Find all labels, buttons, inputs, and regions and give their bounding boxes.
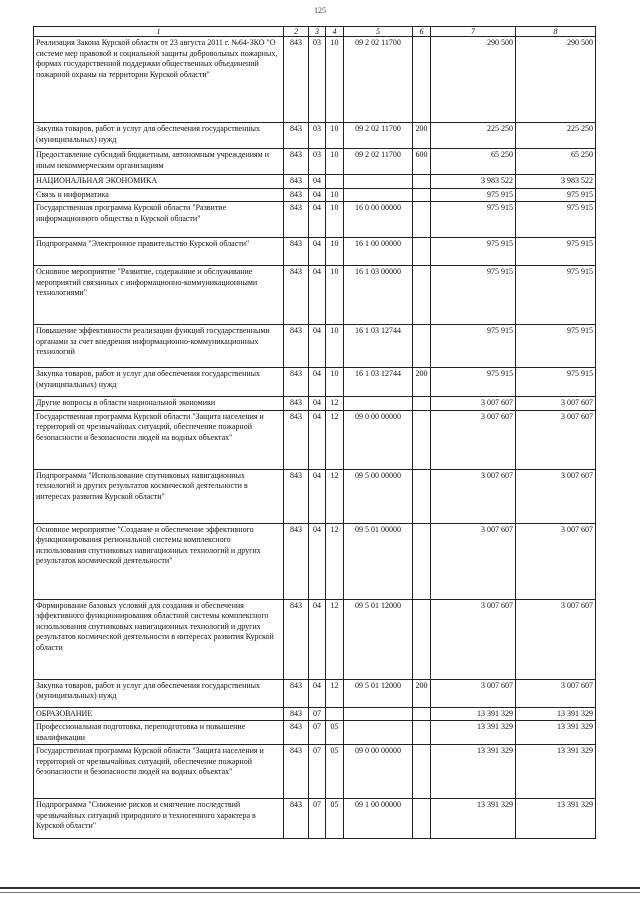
row-subsection-code: 10 [326, 37, 344, 123]
row-subsection-code: 05 [326, 745, 344, 799]
row-target-article: 16 1 03 12744 [344, 368, 413, 397]
row-subsection-code [326, 707, 344, 721]
budget-table [33, 26, 596, 839]
row-subsection-code: 10 [326, 202, 344, 238]
row-section-code: 04 [309, 175, 326, 189]
row-ministry-code: 843 [284, 238, 309, 266]
row-sum-year-2: 975 915 [516, 325, 596, 368]
header-col-5: 5 [344, 27, 413, 37]
header-col-1: 1 [34, 27, 284, 37]
row-target-article: 09 5 01 00000 [344, 523, 413, 599]
table-row [34, 799, 596, 839]
row-name: Реализация Закона Курской области от 23 августа 2011 г. №64-ЗКО "О системе мер правовой и социальной защиты добровольных пожарных, формах государственной поддержки общественных объединений пожарной охраны на территории Курской области" [34, 37, 284, 123]
row-sum-year-1: 13 391 329 [431, 745, 516, 799]
header-col-6: 6 [413, 27, 431, 37]
row-section-code: 04 [309, 238, 326, 266]
row-name: НАЦИОНАЛЬНАЯ ЭКОНОМИКА [34, 175, 284, 189]
row-target-article: 09 2 02 11700 [344, 123, 413, 149]
row-section-code: 04 [309, 469, 326, 523]
row-subsection-code: 10 [326, 368, 344, 397]
row-target-article: 09 5 00 00000 [344, 469, 413, 523]
row-expense-type [413, 175, 431, 189]
table-body [34, 27, 596, 839]
row-ministry-code: 843 [284, 799, 309, 839]
row-section-code: 03 [309, 149, 326, 175]
row-name: Государственная программа Курской области "Защита населения и территорий от чрезвычайных ситуаций, обеспечение пожарной безопасности и безопасности людей на водных объектах" [34, 745, 284, 799]
table-row [34, 188, 596, 202]
row-target-article: 09 2 02 11700 [344, 149, 413, 175]
row-name: Государственная программа Курской области "Защита населения и территорий от чрезвычайных ситуаций, обеспечение пожарной безопасности и безопасности людей на водных объектах" [34, 410, 284, 469]
row-expense-type [413, 188, 431, 202]
row-section-code: 04 [309, 410, 326, 469]
row-section-code: 07 [309, 799, 326, 839]
row-sum-year-2: 975 915 [516, 238, 596, 266]
row-section-code: 04 [309, 368, 326, 397]
row-ministry-code: 843 [284, 599, 309, 679]
page-number: 125 [314, 6, 326, 15]
row-section-code: 04 [309, 325, 326, 368]
row-expense-type [413, 238, 431, 266]
row-section-code: 04 [309, 599, 326, 679]
row-sum-year-1: 13 391 329 [431, 799, 516, 839]
row-section-code: 04 [309, 397, 326, 411]
row-subsection-code: 10 [326, 149, 344, 175]
row-expense-type [413, 397, 431, 411]
row-target-article [344, 175, 413, 189]
table-row [34, 469, 596, 523]
row-expense-type [413, 37, 431, 123]
table-row [34, 745, 596, 799]
row-name: Связь и информатика [34, 188, 284, 202]
row-expense-type [413, 266, 431, 325]
row-target-article: 16 1 00 00000 [344, 238, 413, 266]
row-subsection-code: 12 [326, 397, 344, 411]
row-sum-year-2: 975 915 [516, 368, 596, 397]
row-expense-type: 200 [413, 368, 431, 397]
row-sum-year-1: 975 915 [431, 325, 516, 368]
header-col-8: 8 [516, 27, 596, 37]
row-sum-year-1: 975 915 [431, 188, 516, 202]
table-row [34, 266, 596, 325]
row-name: Подпрограмма "Электронное правительство Курской области" [34, 238, 284, 266]
row-subsection-code [326, 175, 344, 189]
row-name: Закупка товаров, работ и услуг для обеспечения государственных (муниципальных) нужд [34, 368, 284, 397]
row-subsection-code: 12 [326, 599, 344, 679]
row-ministry-code: 843 [284, 368, 309, 397]
row-name: Государственная программа Курской области "Развитие информационного общества в Курской области" [34, 202, 284, 238]
row-ministry-code: 843 [284, 188, 309, 202]
row-name: Подпрограмма "Снижение рисков и смягчение последствий чрезвычайных ситуаций природного и техногенного характера в Курской области" [34, 799, 284, 839]
row-sum-year-1: 975 915 [431, 238, 516, 266]
row-section-code: 03 [309, 37, 326, 123]
row-sum-year-1: 3 007 607 [431, 523, 516, 599]
table-row [34, 175, 596, 189]
row-name: Другие вопросы в области национальной экономики [34, 397, 284, 411]
row-target-article: 09 0 00 00000 [344, 410, 413, 469]
bottom-edge-line [0, 887, 640, 889]
header-col-2: 2 [284, 27, 309, 37]
bottom-edge-line-secondary [0, 892, 640, 893]
row-sum-year-1: 975 915 [431, 202, 516, 238]
table-header-row [34, 27, 596, 37]
row-target-article: 09 5 01 12000 [344, 599, 413, 679]
row-sum-year-2: 975 915 [516, 202, 596, 238]
table-row [34, 368, 596, 397]
row-expense-type [413, 707, 431, 721]
row-ministry-code: 843 [284, 325, 309, 368]
row-subsection-code: 10 [326, 325, 344, 368]
row-ministry-code: 843 [284, 679, 309, 707]
row-sum-year-1: 13 391 329 [431, 721, 516, 745]
row-subsection-code: 12 [326, 469, 344, 523]
row-sum-year-2: 3 983 522 [516, 175, 596, 189]
row-subsection-code: 12 [326, 523, 344, 599]
row-sum-year-2: 13 391 329 [516, 799, 596, 839]
row-sum-year-1: 65 250 [431, 149, 516, 175]
row-expense-type [413, 599, 431, 679]
row-name: Закупка товаров, работ и услуг для обеспечения государственных (муниципальных) нужд [34, 123, 284, 149]
row-name: Повышение эффективности реализации функций государственными органами за счет внедрения информационно-коммуникационных технологий [34, 325, 284, 368]
row-ministry-code: 843 [284, 37, 309, 123]
row-ministry-code: 843 [284, 266, 309, 325]
table-row [34, 679, 596, 707]
row-ministry-code: 843 [284, 745, 309, 799]
row-sum-year-1: 3 983 522 [431, 175, 516, 189]
header-col-7: 7 [431, 27, 516, 37]
table-row [34, 37, 596, 123]
row-ministry-code: 843 [284, 707, 309, 721]
row-section-code: 04 [309, 266, 326, 325]
row-target-article [344, 721, 413, 745]
row-section-code: 04 [309, 188, 326, 202]
table-row [34, 397, 596, 411]
table-row [34, 325, 596, 368]
row-sum-year-2: 13 391 329 [516, 707, 596, 721]
row-sum-year-2: 3 007 607 [516, 469, 596, 523]
row-section-code: 07 [309, 721, 326, 745]
table-row [34, 123, 596, 149]
row-subsection-code: 12 [326, 410, 344, 469]
row-sum-year-1: 975 915 [431, 266, 516, 325]
row-expense-type: 600 [413, 149, 431, 175]
row-sum-year-1: 290 500 [431, 37, 516, 123]
row-expense-type [413, 523, 431, 599]
row-subsection-code: 10 [326, 238, 344, 266]
row-section-code: 07 [309, 745, 326, 799]
row-name: Формирование базовых условий для создания и обеспечения эффективного функционирования областной системы комплексного использования спутниковых навигационных технологий и других результатов космической деятельности в интересах развития Курской области [34, 599, 284, 679]
row-ministry-code: 843 [284, 202, 309, 238]
row-subsection-code: 10 [326, 123, 344, 149]
row-sum-year-2: 3 007 607 [516, 410, 596, 469]
row-section-code: 04 [309, 202, 326, 238]
row-ministry-code: 843 [284, 721, 309, 745]
row-subsection-code: 10 [326, 266, 344, 325]
row-expense-type: 200 [413, 679, 431, 707]
row-ministry-code: 843 [284, 149, 309, 175]
row-sum-year-1: 13 391 329 [431, 707, 516, 721]
row-sum-year-2: 13 391 329 [516, 745, 596, 799]
table-row [34, 707, 596, 721]
row-sum-year-1: 3 007 607 [431, 469, 516, 523]
row-target-article: 16 1 03 00000 [344, 266, 413, 325]
row-expense-type [413, 410, 431, 469]
row-ministry-code: 843 [284, 410, 309, 469]
row-ministry-code: 843 [284, 123, 309, 149]
row-target-article [344, 707, 413, 721]
row-expense-type [413, 745, 431, 799]
row-target-article: 09 1 00 00000 [344, 799, 413, 839]
row-name: Основное мероприятие "Создание и обеспечение эффективного функционирования региональной системы комплексного использования спутниковых навигационных технологий и других результатов космической деятельности" [34, 523, 284, 599]
row-expense-type [413, 469, 431, 523]
row-sum-year-2: 13 391 329 [516, 721, 596, 745]
row-sum-year-2: 975 915 [516, 188, 596, 202]
header-col-4: 4 [326, 27, 344, 37]
row-name: ОБРАЗОВАНИЕ [34, 707, 284, 721]
row-expense-type [413, 202, 431, 238]
row-sum-year-2: 3 007 607 [516, 523, 596, 599]
row-subsection-code: 12 [326, 679, 344, 707]
row-target-article: 09 0 00 00000 [344, 745, 413, 799]
row-subsection-code: 05 [326, 799, 344, 839]
row-sum-year-2: 65 250 [516, 149, 596, 175]
header-col-3: 3 [309, 27, 326, 37]
table-row [34, 238, 596, 266]
row-expense-type [413, 325, 431, 368]
row-sum-year-1: 225 250 [431, 123, 516, 149]
row-name: Профессиональная подготовка, переподготовка и повышение квалификации [34, 721, 284, 745]
row-sum-year-1: 3 007 607 [431, 397, 516, 411]
row-name: Подпрограмма "Использование спутниковых навигационных технологий и других результатов космической деятельности в интересах развития Курской области" [34, 469, 284, 523]
table-row [34, 599, 596, 679]
row-expense-type: 200 [413, 123, 431, 149]
row-section-code: 04 [309, 523, 326, 599]
table-row [34, 523, 596, 599]
row-sum-year-2: 975 915 [516, 266, 596, 325]
table-row [34, 410, 596, 469]
table-row [34, 149, 596, 175]
row-target-article [344, 397, 413, 411]
row-sum-year-2: 225 250 [516, 123, 596, 149]
row-sum-year-1: 3 007 607 [431, 599, 516, 679]
row-ministry-code: 843 [284, 523, 309, 599]
table-row [34, 202, 596, 238]
row-expense-type [413, 799, 431, 839]
row-ministry-code: 843 [284, 175, 309, 189]
row-target-article: 09 5 01 12000 [344, 679, 413, 707]
row-target-article [344, 188, 413, 202]
row-ministry-code: 843 [284, 469, 309, 523]
table-row [34, 721, 596, 745]
row-expense-type [413, 721, 431, 745]
row-section-code: 07 [309, 707, 326, 721]
row-section-code: 04 [309, 679, 326, 707]
row-target-article: 16 1 03 12744 [344, 325, 413, 368]
row-name: Закупка товаров, работ и услуг для обеспечения государственных (муниципальных) нужд [34, 679, 284, 707]
row-name: Основное мероприятие "Развитие, содержание и обслуживание мероприятий связанных с информационно-коммуникационными технологиями" [34, 266, 284, 325]
row-subsection-code: 05 [326, 721, 344, 745]
row-sum-year-1: 3 007 607 [431, 679, 516, 707]
row-name: Предоставление субсидий бюджетным, автономным учреждениям и иным некоммерческим организациям [34, 149, 284, 175]
row-sum-year-2: 290 500 [516, 37, 596, 123]
row-subsection-code: 10 [326, 188, 344, 202]
row-sum-year-2: 3 007 607 [516, 679, 596, 707]
row-sum-year-1: 3 007 607 [431, 410, 516, 469]
row-sum-year-2: 3 007 607 [516, 397, 596, 411]
row-target-article: 09 2 02 11700 [344, 37, 413, 123]
row-section-code: 03 [309, 123, 326, 149]
row-ministry-code: 843 [284, 397, 309, 411]
row-target-article: 16 0 00 00000 [344, 202, 413, 238]
row-sum-year-2: 3 007 607 [516, 599, 596, 679]
row-sum-year-1: 975 915 [431, 368, 516, 397]
